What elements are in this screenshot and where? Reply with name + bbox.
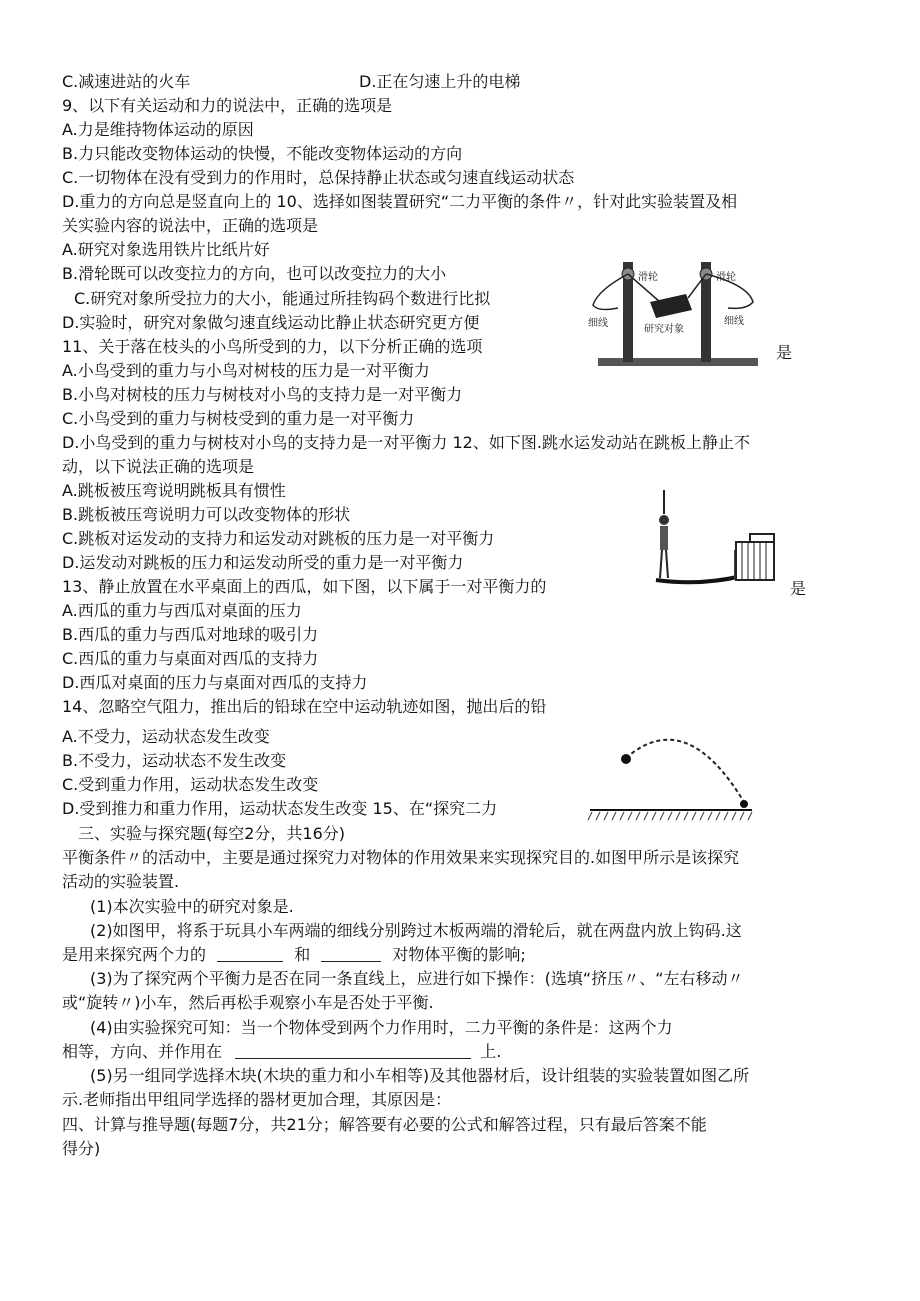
q11-option-a: A.小鸟受到的重力与小鸟对树枝的压力是一对平衡力	[62, 361, 430, 380]
q15-part3-line1: (3)为了探究两个平衡力是否在同一条直线上，应进行如下操作：(选填“挤压〃、“左右移动〃	[90, 969, 744, 988]
q15-part2-line1: (2)如图甲，将系于玩具小车两端的细线分别跨过木板两端的滑轮后，就在两盘内放上钩码.这	[90, 921, 742, 940]
q13-stem-tail: 是	[790, 579, 807, 598]
q11-option-d-q12-stem: D.小鸟受到的重力与树枝对小鸟的支持力是一对平衡力 12、如下图.跳水运发动站在跳板上静止不	[62, 433, 750, 452]
q15-part5-line2: 示.老师指出甲组同学选择的器材更加合理，其原因是：	[62, 1090, 452, 1109]
q13-option-d: D.西瓜对桌面的压力与桌面对西瓜的支持力	[62, 673, 368, 692]
pulley-apparatus-figure	[578, 250, 768, 372]
q8-option-d: D.正在匀速上升的电梯	[359, 72, 521, 91]
fig-label-pulley-left: 滑轮	[638, 272, 658, 283]
q11-stem-tail: 是	[776, 343, 793, 362]
q9-option-b: B.力只能改变物体运动的快慢，不能改变物体运动的方向	[62, 144, 463, 163]
q15-part4-line2	[62, 1042, 501, 1062]
q9-option-c: C.一切物体在没有受到力的作用时，总保持静止状态或匀速直线运动状态	[62, 168, 575, 187]
q15-part4-text-b: 上.	[480, 1042, 502, 1061]
q11-stem: 11、关于落在枝头的小鸟所受到的力，以下分析正确的选项	[62, 337, 483, 356]
q10-stem-cont: 关实验内容的说法中，正确的选项是	[62, 216, 319, 235]
q8-option-c: C.减速进站的火车	[62, 72, 191, 91]
q13-stem: 13、静止放置在水平桌面上的西瓜，如下图，以下属于一对平衡力的	[62, 577, 547, 596]
q13-option-b: B.西瓜的重力与西瓜对地球的吸引力	[62, 625, 319, 644]
q15-part2-line2	[62, 945, 526, 965]
q12-option-a: A.跳板被压弯说明跳板具有惯性	[62, 481, 286, 500]
q14-option-b: B.不受力，运动状态不发生改变	[62, 751, 287, 770]
q12-option-d: D.运发动对跳板的压力和运发动所受的重力是一对平衡力	[62, 553, 464, 572]
section4-heading-line1: 四、计算与推导题(每题7分，共21分；解答要有必要的公式和解答过程，只有最后答案不能	[62, 1115, 707, 1134]
q15-part2-text-b: 对物体平衡的影响;	[392, 945, 526, 964]
q10-option-a: A.研究对象选用铁片比纸片好	[62, 240, 270, 259]
fig-label-object: 研究对象	[644, 324, 684, 335]
q15-part4-line1: (4)由实验探究可知：当一个物体受到两个力作用时，二力平衡的条件是：这两个力	[90, 1018, 673, 1037]
q14-stem: 14、忽略空气阻力，推出后的铅球在空中运动轨迹如图，抛出后的铅	[62, 697, 547, 716]
diver-springboard-figure	[650, 486, 778, 590]
q9-option-d-q10-stem: D.重力的方向总是竖直向上的 10、选择如图装置研究“二力平衡的条件〃，针对此实验装置及相	[62, 192, 738, 211]
q10-option-c: C.研究对象所受拉力的大小，能通过所挂钩码个数进行比拟	[74, 289, 491, 308]
q15-part3-line2: 或“旋转〃)小车，然后再松手观察小车是否处于平衡.	[62, 993, 434, 1012]
q14-option-c: C.受到重力作用，运动状态发生改变	[62, 775, 319, 794]
fig-label-pulley-right: 滑轮	[716, 272, 736, 283]
answer-blank-2[interactable]	[321, 945, 381, 962]
q9-option-a: A.力是维持物体运动的原因	[62, 120, 254, 139]
q15-part2-text-and: 和	[294, 945, 311, 964]
section4-heading-line2: 得分)	[62, 1139, 101, 1158]
q14-option-d-q15-stem: D.受到推力和重力作用，运动状态发生改变 15、在“探究二力	[62, 799, 498, 818]
section3-intro-line2: 活动的实验装置.	[62, 872, 180, 891]
fig-label-string-right: 细线	[724, 316, 744, 327]
q15-part2-text-a: 是用来探究两个力的	[62, 945, 207, 964]
q14-option-a: A.不受力，运动状态发生改变	[62, 727, 270, 746]
shot-put-trajectory-figure	[586, 726, 762, 826]
q11-option-c: C.小鸟受到的重力与树枝受到的重力是一对平衡力	[62, 409, 415, 428]
q13-option-c: C.西瓜的重力与桌面对西瓜的支持力	[62, 649, 319, 668]
q12-stem-cont: 动，以下说法正确的选项是	[62, 457, 255, 476]
q15-part1: (1)本次实验中的研究对象是.	[90, 897, 294, 916]
q9-stem: 9、以下有关运动和力的说法中，正确的选项是	[62, 96, 393, 115]
q11-option-b: B.小鸟对树枝的压力与树枝对小鸟的支持力是一对平衡力	[62, 385, 463, 404]
section3-intro-line1: 平衡条件〃的活动中，主要是通过探究力对物体的作用效果来实现探究目的.如图甲所示是该探究	[62, 848, 740, 867]
answer-blank-1[interactable]	[217, 945, 283, 962]
q15-part5-line1: (5)另一组同学选择木块(木块的重力和小车相等)及其他器材后，设计组装的实验装置如图乙所	[90, 1066, 750, 1085]
q12-option-b: B.跳板被压弯说明力可以改变物体的形状	[62, 505, 351, 524]
q13-option-a: A.西瓜的重力与西瓜对桌面的压力	[62, 601, 302, 620]
q10-option-b: B.滑轮既可以改变拉力的方向，也可以改变拉力的大小	[62, 264, 447, 283]
q12-option-c: C.跳板对运发动的支持力和运发动对跳板的压力是一对平衡力	[62, 529, 495, 548]
answer-blank-3[interactable]	[235, 1042, 471, 1059]
q15-part4-text-a: 相等，方向、并作用在	[62, 1042, 223, 1061]
section3-heading: 三、实验与探究题(每空2分，共16分)	[78, 824, 346, 843]
fig-label-string-left: 细线	[588, 318, 608, 329]
q10-option-d: D.实验时，研究对象做匀速直线运动比静止状态研究更方便	[62, 313, 480, 332]
